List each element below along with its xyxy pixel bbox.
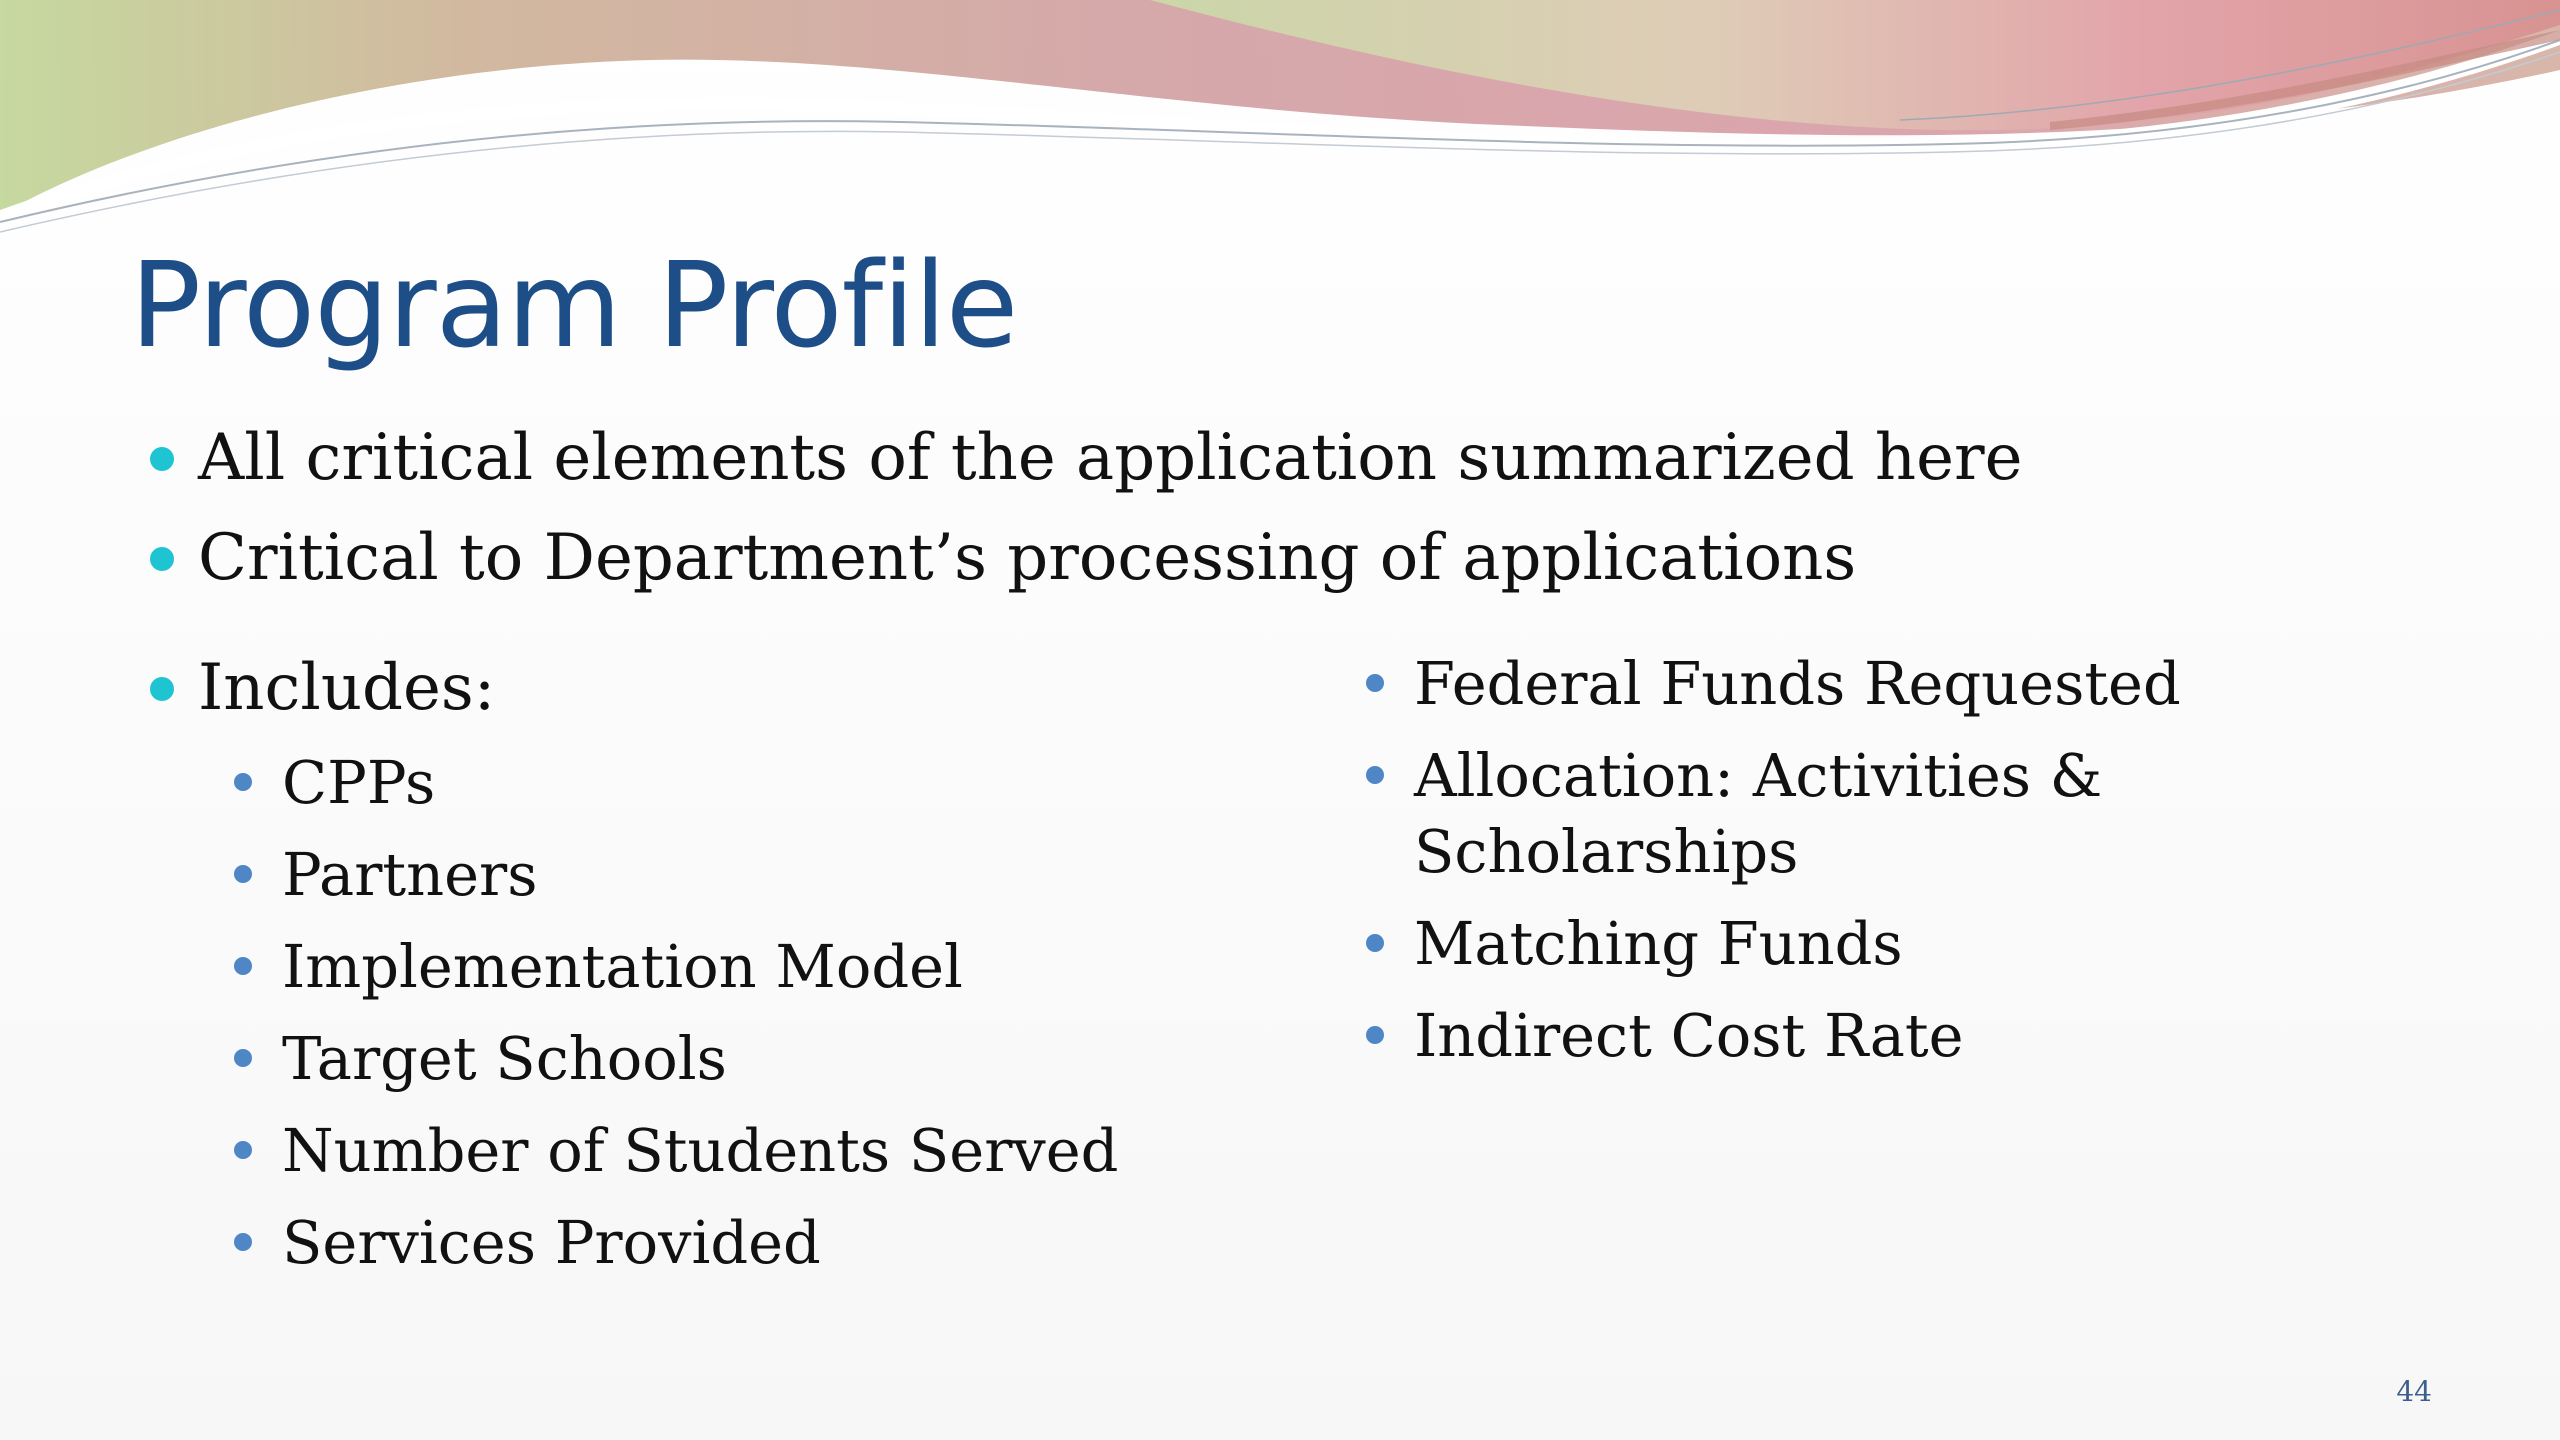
sub-list-item [1366,738,2114,890]
main-bullet-list [150,418,2022,598]
sub-item-text: Implementation Model [282,932,963,1001]
sub-item-text: Services Provided [282,1208,821,1277]
sub-item-text: Target Schools [282,1024,727,1093]
sub-item-text: CPPs [282,748,436,817]
blue-bullet-icon [234,1049,252,1067]
blue-bullet-icon [1366,1026,1384,1044]
blue-bullet-icon [1366,674,1384,692]
blue-bullet-icon [234,773,252,791]
blue-bullet-icon [234,1141,252,1159]
sub-list-item [234,745,1118,821]
blue-bullet-icon [234,957,252,975]
sub-list-item [234,1021,1118,1097]
cyan-bullet-icon [150,677,174,701]
sub-list-item [234,929,1118,1005]
blue-bullet-icon [234,865,252,883]
right-sub-list [1366,646,2181,1074]
sub-item-text: Allocation: Activities & Scholarships [1414,741,2103,886]
main-bullet-item [150,418,2022,498]
sub-item-text: Matching Funds [1414,909,1903,978]
sub-list-item [1366,646,2181,722]
sub-list-item [234,1205,1118,1281]
includes-item [150,648,495,728]
sub-item-text: Partners [282,840,538,909]
header-wave-decoration [0,0,2560,240]
page-number: 44 [2396,1375,2432,1408]
blue-bullet-icon [234,1233,252,1251]
left-sub-list [234,745,1118,1281]
bullet-text: All critical elements of the application summarized here [198,421,2023,495]
sub-item-text: Federal Funds Requested [1414,649,2181,718]
sub-list-item [1366,998,2181,1074]
bullet-text: Critical to Department’s processing of applications [198,521,1857,595]
sub-list-item [234,837,1118,913]
includes-list [150,648,495,728]
sub-item-text: Number of Students Served [282,1116,1119,1185]
main-bullet-item [150,518,2022,598]
includes-label: Includes: [198,651,496,725]
sub-list-item [1366,906,2181,982]
blue-bullet-icon [1366,766,1384,784]
blue-bullet-icon [1366,934,1384,952]
sub-item-text: Indirect Cost Rate [1414,1001,1964,1070]
cyan-bullet-icon [150,547,174,571]
sub-list-item [234,1113,1118,1189]
cyan-bullet-icon [150,447,174,471]
slide-title: Program Profile [130,236,1018,374]
